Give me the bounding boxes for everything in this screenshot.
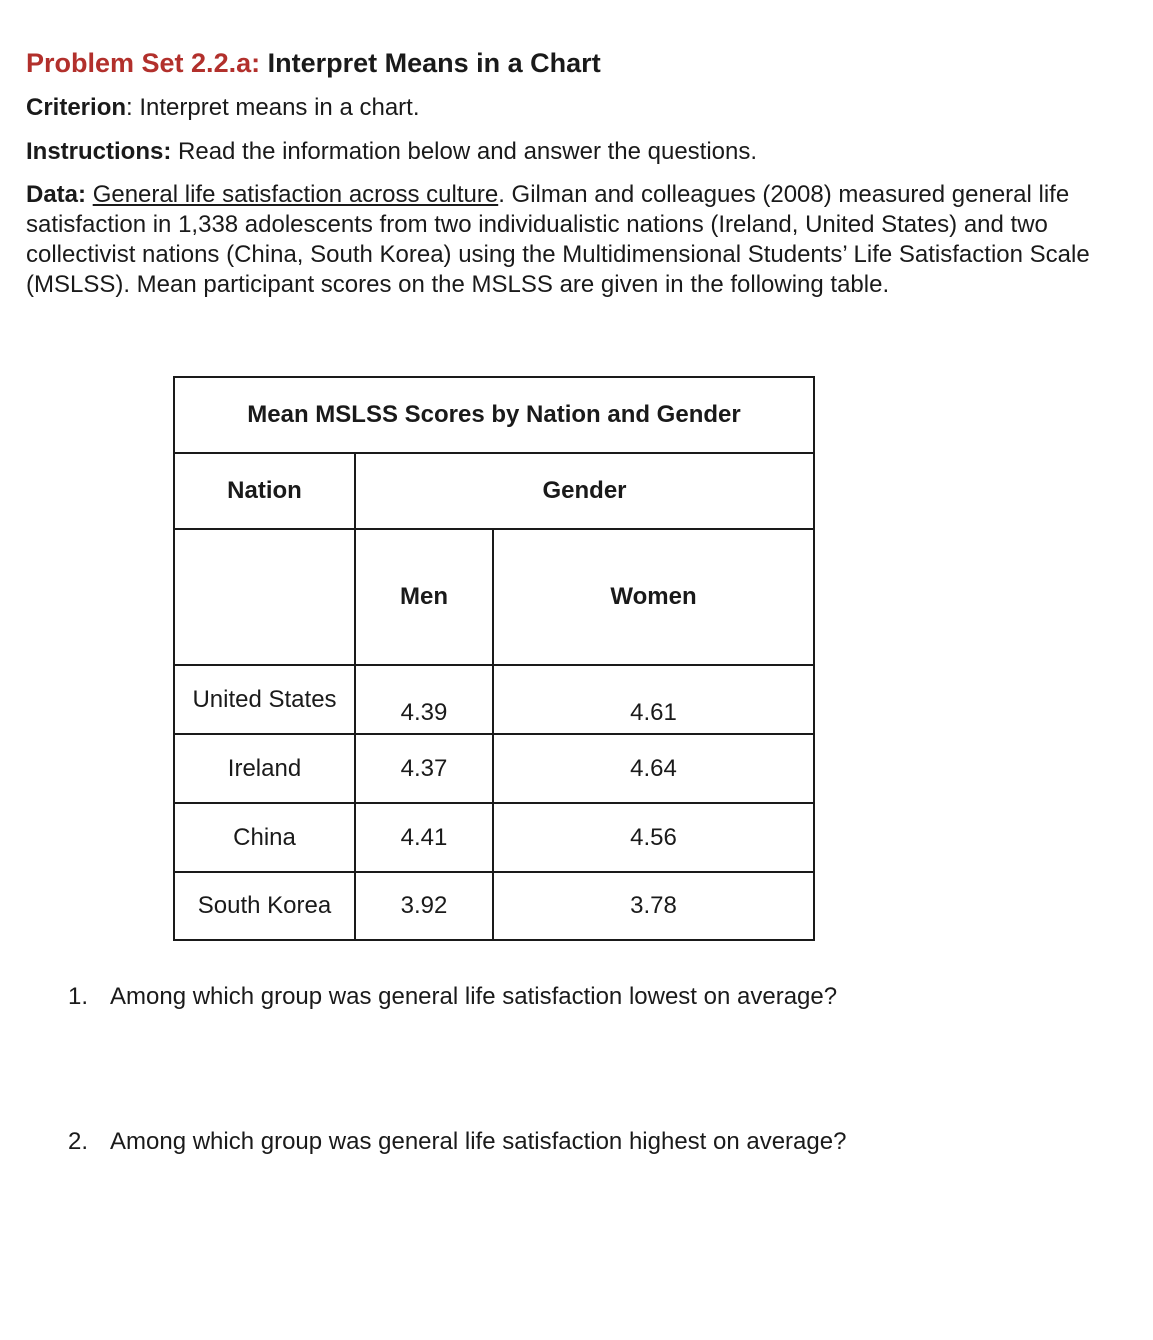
men-value-cell: 4.37	[355, 734, 493, 803]
table-title: Mean MSLSS Scores by Nation and Gender	[174, 377, 814, 453]
data-label: Data:	[26, 181, 87, 208]
empty-cell	[174, 529, 355, 665]
table-header-row	[174, 453, 814, 529]
question-1	[68, 982, 837, 1012]
instructions-text: Read the information below and answer the questions.	[171, 138, 758, 165]
page-title	[26, 44, 601, 82]
nation-cell: United States	[174, 665, 355, 734]
men-value-cell: 4.41	[355, 803, 493, 872]
women-value-cell: 4.56	[493, 803, 814, 872]
question-text: Among which group was general life satisfaction lowest on average?	[110, 983, 838, 1010]
question-number: 2.	[68, 1128, 89, 1155]
men-value-cell: 3.92	[355, 872, 493, 940]
data-body: . Gilman and colleagues (2008) measured general life satisfaction in 1,338 adolescents from two individualistic nations (Ireland, United States) and two collectivist nations (China, South Korea) using the Multidimensional Students’ Life Satisfaction Scale (MSLSS). Mean participant scores on the MSLSS are given in the following table.	[26, 181, 1090, 298]
men-value-cell: 4.39	[355, 665, 493, 734]
table-row	[174, 734, 814, 803]
instructions-line	[26, 137, 757, 167]
gender-header: Gender	[355, 453, 814, 529]
data-paragraph	[26, 180, 1131, 300]
criterion-label: Criterion	[26, 94, 127, 121]
question-number: 1.	[68, 983, 89, 1010]
table-subheader-row	[174, 529, 814, 665]
question-2	[68, 1127, 846, 1157]
women-value-cell: 4.61	[493, 665, 814, 734]
problem-set-label: Problem Set 2.2.a:	[26, 48, 261, 78]
nation-cell: South Korea	[174, 872, 355, 940]
nation-cell: Ireland	[174, 734, 355, 803]
nation-header: Nation	[174, 453, 355, 529]
instructions-label: Instructions:	[26, 138, 172, 165]
table-row	[174, 803, 814, 872]
table-row	[174, 665, 814, 734]
data-source-link[interactable]: General life satisfaction across culture	[92, 181, 499, 208]
question-text: Among which group was general life satisfaction highest on average?	[110, 1128, 847, 1155]
mslss-table	[173, 376, 815, 941]
nation-cell: China	[174, 803, 355, 872]
criterion-line	[26, 93, 420, 123]
women-value-cell: 3.78	[493, 872, 814, 940]
women-value-cell: 4.64	[493, 734, 814, 803]
table-row	[174, 872, 814, 940]
men-header: Men	[355, 529, 493, 665]
table-title-row	[174, 377, 814, 453]
criterion-text: : Interpret means in a chart.	[126, 94, 420, 121]
women-header: Women	[493, 529, 814, 665]
problem-set-title: Interpret Means in a Chart	[267, 48, 601, 78]
